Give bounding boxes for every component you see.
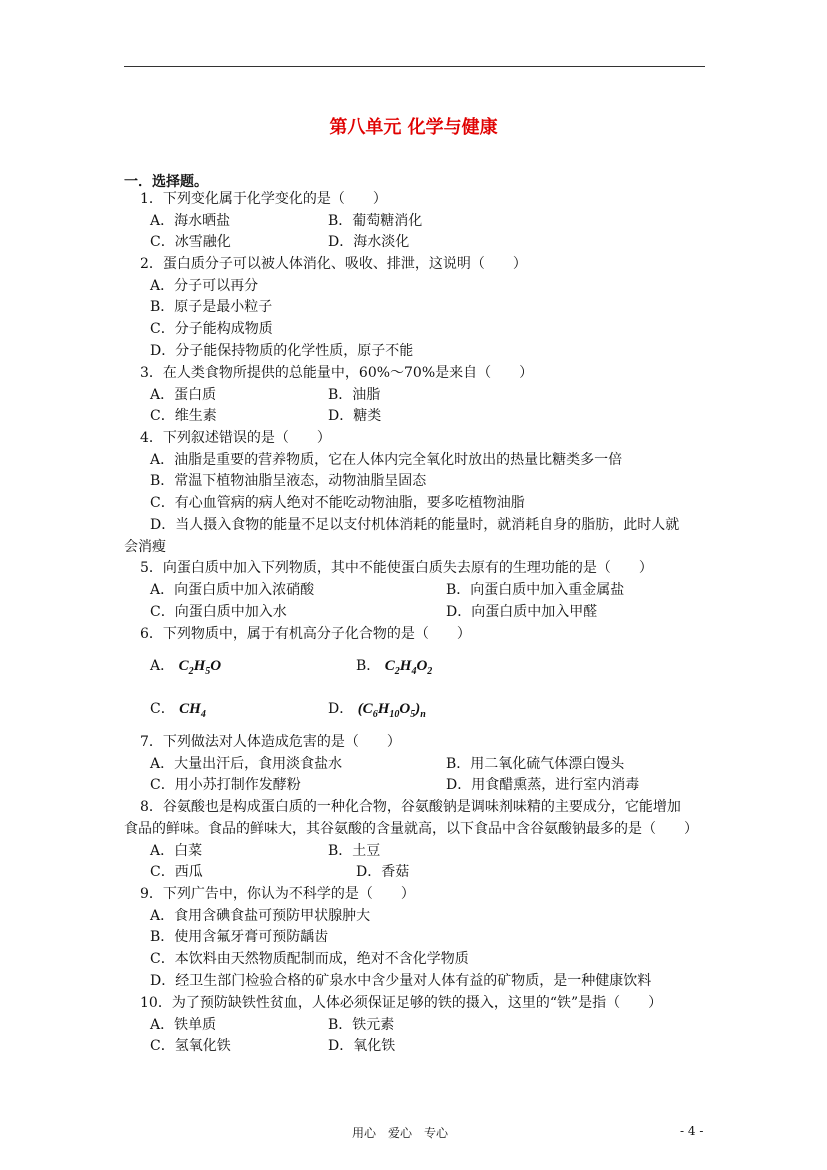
- question-6-option-a: [150, 657, 221, 681]
- question-8-option-a: A．白菜: [150, 843, 203, 859]
- question-7-option-c: C．用小苏打制作发酵粉: [150, 777, 301, 793]
- formula-a: $C_2H_5O$: [178, 658, 222, 677]
- question-7-option-d: D．用食醋熏蒸，进行室内消毒: [446, 777, 640, 793]
- question-5-stem: 5．向蛋白质中加入下列物质，其中不能使蛋白质失去原有的生理功能的是（ ）: [140, 560, 653, 576]
- question-8-option-d: D．香菇: [356, 864, 410, 880]
- question-3-option-b: B．油脂: [328, 387, 381, 403]
- question-3-option-a: A．蛋白质: [150, 387, 217, 403]
- question-10-option-a: A．铁单质: [150, 1017, 217, 1033]
- question-10-stem: 10．为了预防缺铁性贫血，人体必须保证足够的铁的摄入，这里的“铁”是指（ ）: [140, 995, 663, 1011]
- formula-c: $CH_4$: [179, 701, 206, 720]
- question-8-stem: 8．谷氨酸也是构成蛋白质的一种化合物，谷氨酸钠是调味剂味精的主要成分，它能增加: [140, 799, 681, 815]
- question-4-option-b: B．常温下植物油脂呈液态，动物油脂呈固态: [150, 473, 427, 489]
- question-8-option-c: C．西瓜: [150, 864, 203, 880]
- question-9-option-a: A．食用含碘食盐可预防甲状腺肿大: [150, 908, 371, 924]
- question-1-option-d: D．海水淡化: [328, 234, 410, 250]
- question-6-option-d: [328, 700, 426, 724]
- question-5-option-d: D．向蛋白质中加入甲醛: [446, 604, 598, 620]
- question-6-option-b: [356, 657, 432, 681]
- page-title: 第八单元 化学与健康: [329, 117, 498, 138]
- question-9-option-d: D．经卫生部门检验合格的矿泉水中含少量对人体有益的矿物质，是一种健康饮料: [150, 973, 652, 989]
- question-1-stem: 1．下列变化属于化学变化的是（ ）: [140, 191, 387, 207]
- question-10-option-c: C．氢氧化铁: [150, 1038, 231, 1054]
- question-2-option-b: B．原子是最小粒子: [150, 299, 273, 315]
- question-9-option-b: B．使用含氟牙膏可预防龋齿: [150, 929, 329, 945]
- question-4-option-c: C．有心血管病的病人绝对不能吃动物油脂，要多吃植物油脂: [150, 495, 525, 511]
- question-4-option-d-cont: 会消瘦: [124, 539, 166, 555]
- question-2-option-c: C．分子能构成物质: [150, 321, 273, 337]
- question-5-option-c: C．向蛋白质中加入水: [150, 604, 287, 620]
- question-4-stem: 4．下列叙述错误的是（ ）: [140, 430, 331, 446]
- option-label: B．: [356, 658, 381, 674]
- question-4-option-d: D．当人摄入食物的能量不足以支付机体消耗的能量时，就消耗自身的脂肪，此时人就: [150, 517, 680, 533]
- question-3-option-d: D．糖类: [328, 408, 382, 424]
- question-3-option-c: C．维生素: [150, 408, 217, 424]
- page-number: - 4 -: [680, 1124, 704, 1138]
- question-7-option-b: B．用二氧化硫气体漂白馒头: [446, 756, 625, 772]
- question-10-option-b: B．铁元素: [328, 1017, 395, 1033]
- question-5-option-b: B．向蛋白质中加入重金属盐: [446, 582, 625, 598]
- footer-motto: 用心 爱心 专心: [352, 1126, 449, 1140]
- section-heading: 一．选择题。: [124, 174, 208, 190]
- question-6-option-c: [150, 700, 206, 724]
- header-rule: [124, 66, 705, 67]
- question-8-stem-cont: 食品的鲜味。食品的鲜味大，其谷氨酸的含量就高，以下食品中含谷氨酸钠最多的是（ ）: [124, 821, 698, 837]
- question-9-option-c: C．本饮料由天然物质配制而成，绝对不含化学物质: [150, 951, 469, 967]
- question-1-option-a: A．海水晒盐: [150, 213, 231, 229]
- question-1-option-b: B．葡萄糖消化: [328, 213, 423, 229]
- question-3-stem: 3．在人类食物所提供的总能量中，60%～70%是来自（ ）: [140, 365, 534, 381]
- formula-d: $(C_6H_{10}O_5)_n$: [357, 701, 426, 720]
- question-7-stem: 7．下列做法对人体造成危害的是（ ）: [140, 734, 401, 750]
- option-label: A．: [150, 658, 175, 674]
- question-2-stem: 2．蛋白质分子可以被人体消化、吸收、排泄，这说明（ ）: [140, 256, 527, 272]
- question-10-option-d: D．氧化铁: [328, 1038, 396, 1054]
- option-label: C．: [150, 701, 175, 717]
- question-6-stem: 6．下列物质中，属于有机高分子化合物的是（ ）: [140, 626, 471, 642]
- question-8-option-b: B．土豆: [328, 843, 381, 859]
- question-2-option-d: D．分子能保持物质的化学性质，原子不能: [150, 343, 414, 359]
- formula-b: $C_2H_4O_2$: [384, 658, 433, 677]
- question-5-option-a: A．向蛋白质中加入浓硝酸: [150, 582, 315, 598]
- option-label: D．: [328, 701, 354, 717]
- question-7-option-a: A．大量出汗后，食用淡食盐水: [150, 756, 343, 772]
- question-2-option-a: A．分子可以再分: [150, 278, 259, 294]
- question-4-option-a: A．油脂是重要的营养物质，它在人体内完全氧化时放出的热量比糖类多一倍: [150, 452, 623, 468]
- question-1-option-c: C．冰雪融化: [150, 234, 231, 250]
- question-9-stem: 9．下列广告中，你认为不科学的是（ ）: [140, 886, 415, 902]
